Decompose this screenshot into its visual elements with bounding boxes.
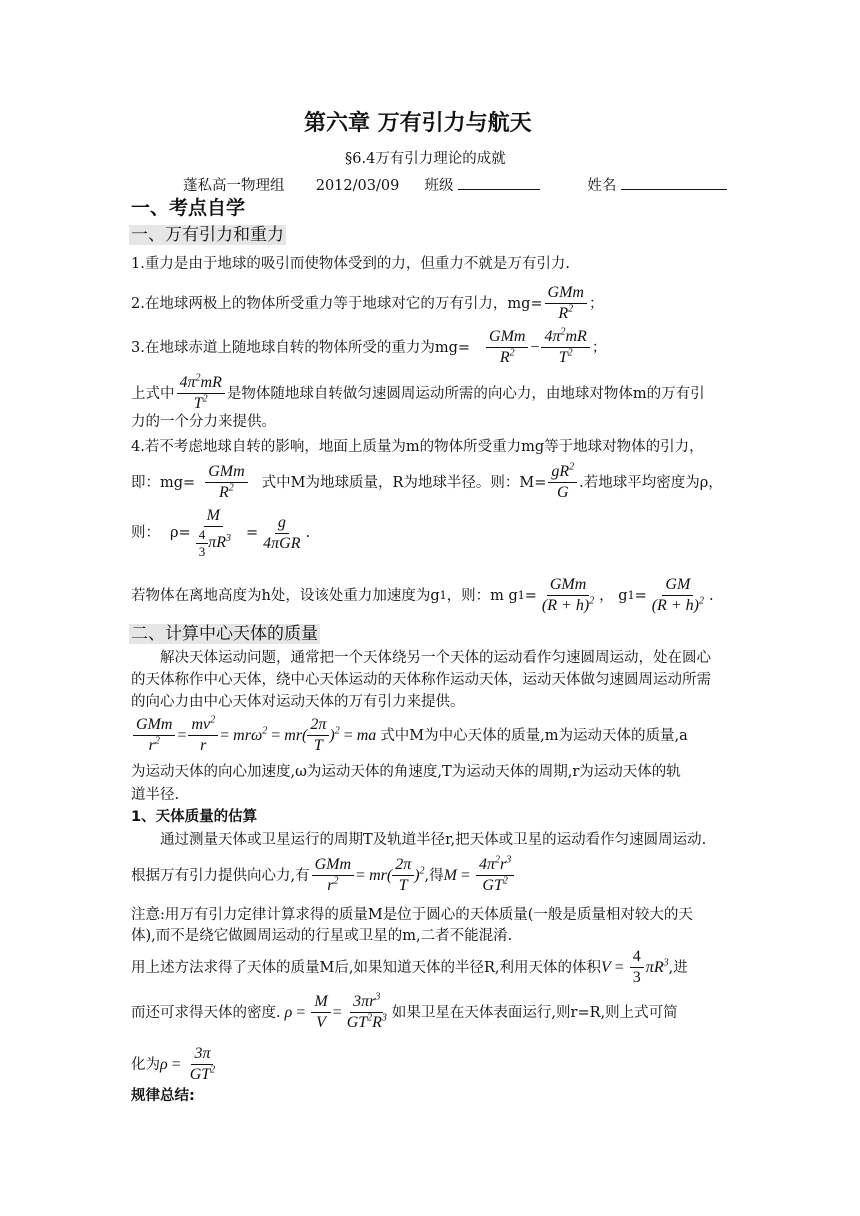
- summary-label: 规律总结:: [131, 1088, 195, 1104]
- paragraph: 1.重力是由于地球的吸引而使物体受到的力，但重力不就是万有引力.: [131, 256, 570, 272]
- paragraph: 通过测量天体或卫星运行的周期T及轨道半径r,把天体或卫星的运动看作匀速圆周运动.: [160, 832, 707, 848]
- paragraph: 上式中 $\frac{4\pi^2mR}{T^2}$ 是物体随地球自转做匀速圆周运动所需的向心力，由地球对物体m的万有引: [131, 372, 705, 412]
- page-subtitle: §6.4万有引力理论的成就: [345, 151, 506, 167]
- paragraph: 体),而不是绕它做圆周运动的行星或卫星的m,二者不能混淆.: [131, 928, 513, 944]
- subsection-heading: 一、万有引力和重力: [131, 225, 284, 245]
- paragraph: 解决天体运动问题，通常把一个天体绕另一个天体的运动看作匀速圆周运动，处在圆心: [160, 650, 711, 666]
- paragraph: 3.在地球赤道上随地球自转的物体所受的重力为mg= $\frac{\text{GMm}}{R^2}$ − $\frac{4\pi^2mR}{T^2}$ ；: [131, 326, 607, 366]
- page-title: 第六章 万有引力与航天: [304, 111, 532, 136]
- paragraph: 4.若不考虑地球自转的影响，地面上质量为m的物体所受重力mg等于地球对物体的引力，: [131, 439, 704, 455]
- paragraph: 为运动天体的向心加速度,ω为运动天体的角速度,T为运动天体的周期,r为运动天体的轨: [131, 764, 681, 780]
- class-label: 班级: [424, 178, 454, 194]
- subsection-heading: 二、计算中心天体的质量: [131, 624, 318, 644]
- name-blank[interactable]: [621, 175, 727, 190]
- section-heading: 一、考点自学: [131, 197, 246, 219]
- date-label: 2012/03/09: [315, 178, 400, 194]
- paragraph: 用上述方法求得了天体的质量M后,如果知道天体的半径R,利用天体的体积 V = $\frac{4}{3}$ $\pi R^3$ ,进: [131, 948, 688, 986]
- paragraph: 2.在地球两极上的物体所受重力等于地球对它的万有引力，mg= $\frac{\text{GMm}}{R^2}$ ；: [131, 284, 604, 322]
- paragraph: 则： ρ= M $\frac{4}{3}$ $\pi R^3$ = $\frac{g}{\text{4πGR}}$ .: [131, 507, 311, 559]
- class-blank[interactable]: [458, 175, 540, 190]
- paragraph: 根据万有引力提供向心力,有 $\frac{\text{GMm}}{r^2}$ = mr( $\frac{2\pi}{T}$ )$^2$ ,得 M = $\frac{4\pi^2r^3}{GT^2}$: [131, 856, 516, 895]
- paragraph: 而还可求得天体的密度. ρ = $\frac{M}{V}$ = $\frac{3\pi r^3}{GT^2R^3}$ 如果卫星在天体表面运行,则r=R,则上式可简: [131, 991, 678, 1031]
- paragraph: 即：mg= $\frac{\text{GMm}}{R^2}$ 式中M为地球质量，R为地球半径。则：M= $\frac{gR^2}{G}$ .若地球平均密度为ρ，: [131, 461, 723, 501]
- paragraph: 化为 ρ = $\frac{3\pi}{GT^2}$: [131, 1045, 216, 1083]
- paragraph: 道半径.: [131, 787, 180, 803]
- equation-line: $\frac{\text{GMm}}{r^2}$ = $\frac{mv^2}{r}$ = mrω$^2$ = mr( $\frac{2\pi}{T}$ )$^2$ = ma 式中M为中心天体的质量,m为运动天体的质量,a: [131, 716, 688, 755]
- paragraph: 若物体在离地高度为h处，设该处重力加速度为g 1 ，则：m g 1 = $\frac{\text{GMm}}{(R + h)^2}$ ， g 1 = $\frac{GM}{(R + h)^2}$ .: [131, 576, 714, 614]
- school-label: 蓬私高一物理组: [183, 178, 285, 194]
- paragraph: 的向心力由中心天体对运动天体的万有引力来提供。: [131, 694, 465, 710]
- header-info-row: [183, 175, 727, 196]
- paragraph: 的天体称作中心天体，绕中心天体运动的天体称作运动天体，运动天体做匀速圆周运动所需: [131, 672, 711, 688]
- name-label: 姓名: [587, 178, 617, 194]
- sub-heading: 1、天体质量的估算: [131, 809, 258, 825]
- paragraph: 力的一个分力来提供。: [131, 414, 276, 430]
- paragraph: 注意:用万有引力定律计算求得的质量M是位于圆心的天体质量(一般是质量相对较大的天: [131, 907, 693, 923]
